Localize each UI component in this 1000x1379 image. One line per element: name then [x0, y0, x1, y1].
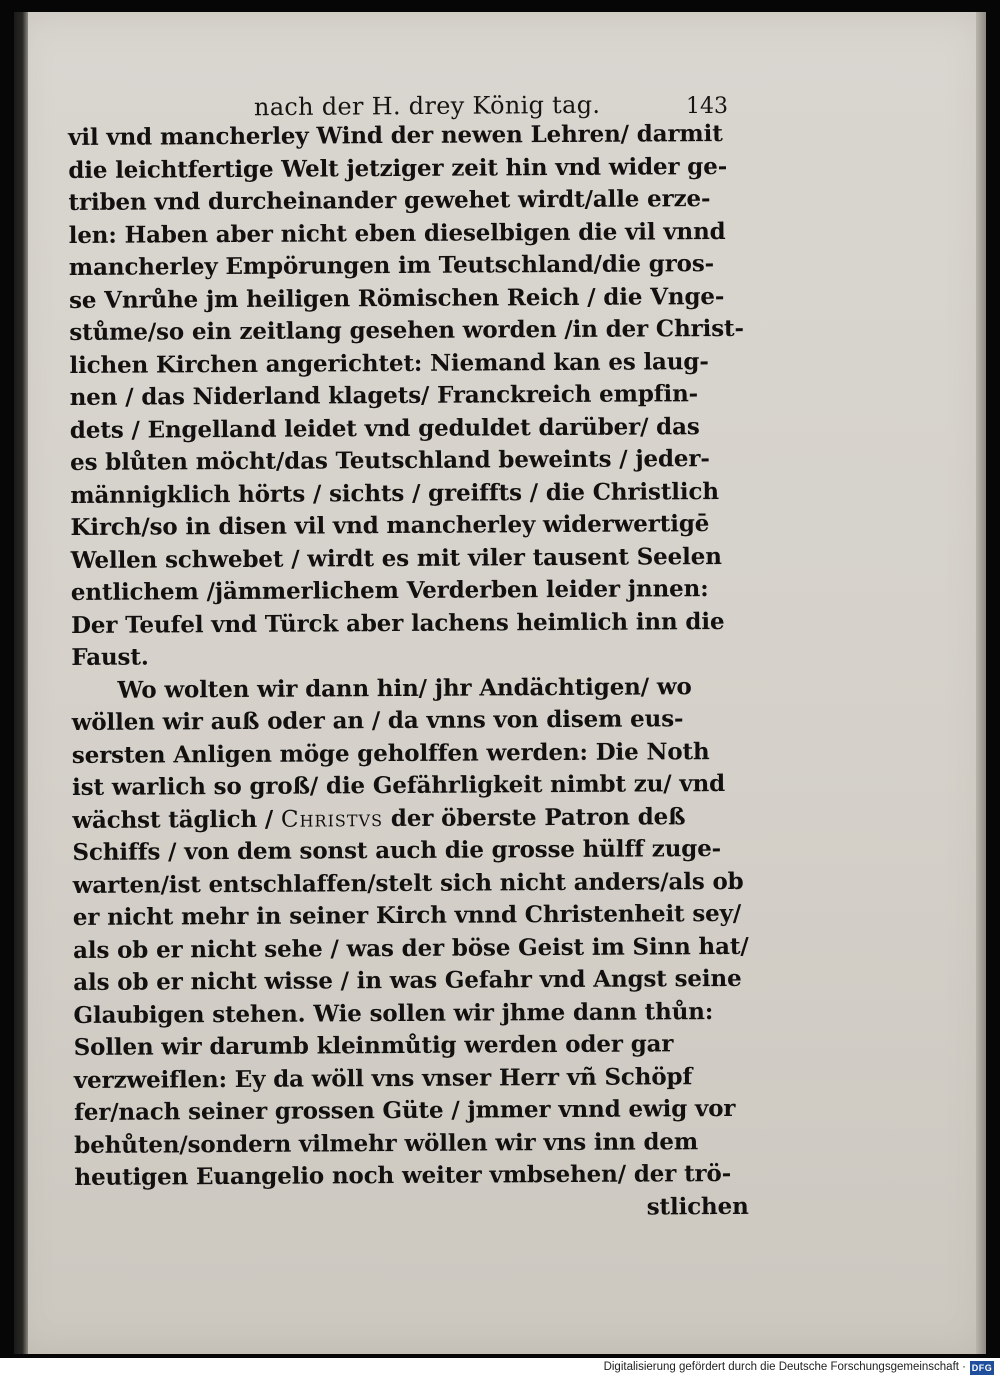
text-line: Schiffs / von dem sonst auch die grosse hülff zuge- — [72, 835, 722, 866]
text-line: ist warlich so groß/ die Gefährligkeit nimbt zu/ vnd — [71, 769, 726, 801]
text-line: warten/ist entschlaffen/stelt sich nicht anders/als ob — [72, 867, 744, 899]
text-line: Wellen schwebet / wirdt es mit viler tausent Seelen — [70, 542, 722, 574]
text-line: se Vnrůhe jm heiligen Römischen Reich / die Vnge- — [69, 282, 725, 314]
text-line: Sollen wir darumb kleinmůtig werden oder gar — [73, 1030, 674, 1061]
text-line: die leichtfertige Welt jetziger zeit hin vnd wider ge- — [68, 152, 728, 184]
text-line: lichen Kirchen angerichtet: Niemand kan es laug- — [69, 347, 709, 379]
funding-footer — [0, 1358, 1000, 1379]
catchword: stlichen — [646, 1192, 749, 1220]
text-segment: wächst täglich / — [72, 805, 282, 834]
text-segment: der öberste Patron deß — [382, 802, 686, 832]
book-page — [14, 12, 986, 1354]
text-line: er nicht mehr in seiner Kirch vnnd Christenheit sey/ — [72, 899, 742, 931]
text-line: männigklich hörts / sichts / greiffts / die Christlich — [70, 477, 719, 509]
text-line: len: Haben aber nicht eben dieselbigen die vil vnnd — [68, 217, 726, 249]
text-line: stůme/so ein zeitlang gesehen worden /in der Christ- — [69, 314, 744, 346]
text-line: Glaubigen stehen. Wie sollen wir jhme dann thůn: — [73, 997, 714, 1029]
text-line: mancherley Empörungen im Teutschland/die gros- — [68, 250, 715, 281]
text-line: als ob er nicht wisse / in was Gefahr vnd Angst seine — [73, 964, 742, 996]
text-line: Faust. — [71, 643, 149, 671]
text-line: Der Teufel vnd Türck aber lachens heimlich inn die — [70, 607, 725, 639]
dfg-logo-icon: DFG — [971, 1363, 993, 1373]
christus-smallcaps: Christvs — [280, 805, 384, 833]
text-line: nen / das Niderland klagets/ Franckreich empfin- — [69, 380, 699, 411]
text-line: fer/nach seiner grossen Güte / jmmer vnnd ewig vor — [73, 1094, 736, 1126]
text-line: dets / Engelland leidet vnd geduldet darüber/ das — [69, 412, 700, 444]
text-line: sersten Anligen möge geholffen werden: Die Noth — [71, 737, 710, 769]
running-head: nach der H. drey König tag. — [253, 90, 601, 122]
text-line: es blůten möcht/das Teutschland beweints / jeder- — [69, 445, 710, 476]
text-line-christus — [72, 800, 752, 837]
text-line: Kirch/so in disen vil vnd mancherley widerwertigē — [70, 510, 710, 541]
text-line: vil vnd mancherley Wind der newen Lehren/ darmit — [68, 120, 723, 151]
paragraph-start-line: Wo wolten wir dann hin/ jhr Andächtigen/ wo — [117, 672, 692, 704]
funding-notice: Digitalisierung gefördert durch die Deutsche Forschungsgemeinschaft · — [603, 1361, 966, 1373]
text-line: entlichem /jämmerlichem Verderben leider jnnen: — [70, 575, 709, 606]
page-fore-edge — [976, 12, 986, 1354]
text-line: behůten/sondern vilmehr wöllen wir vns inn dem — [74, 1127, 699, 1159]
text-line: wöllen wir auß oder an / da vnns von disem eus- — [71, 705, 684, 736]
text-line: verzweiflen: Ey da wöll vns vnser Herr vñ Schöpf — [73, 1062, 693, 1094]
body-text — [68, 118, 755, 1227]
text-line: heutigen Euangelio noch weiter vmbsehen/ der trö- — [74, 1159, 732, 1191]
text-line: als ob er nicht sehe / was der böse Geist im Sinn hat/ — [72, 932, 749, 964]
page-number: 143 — [686, 94, 728, 119]
page-gutter-shadow — [14, 12, 28, 1354]
text-line: triben vnd durcheinander gewehet wirdt/alle erze- — [68, 185, 711, 216]
